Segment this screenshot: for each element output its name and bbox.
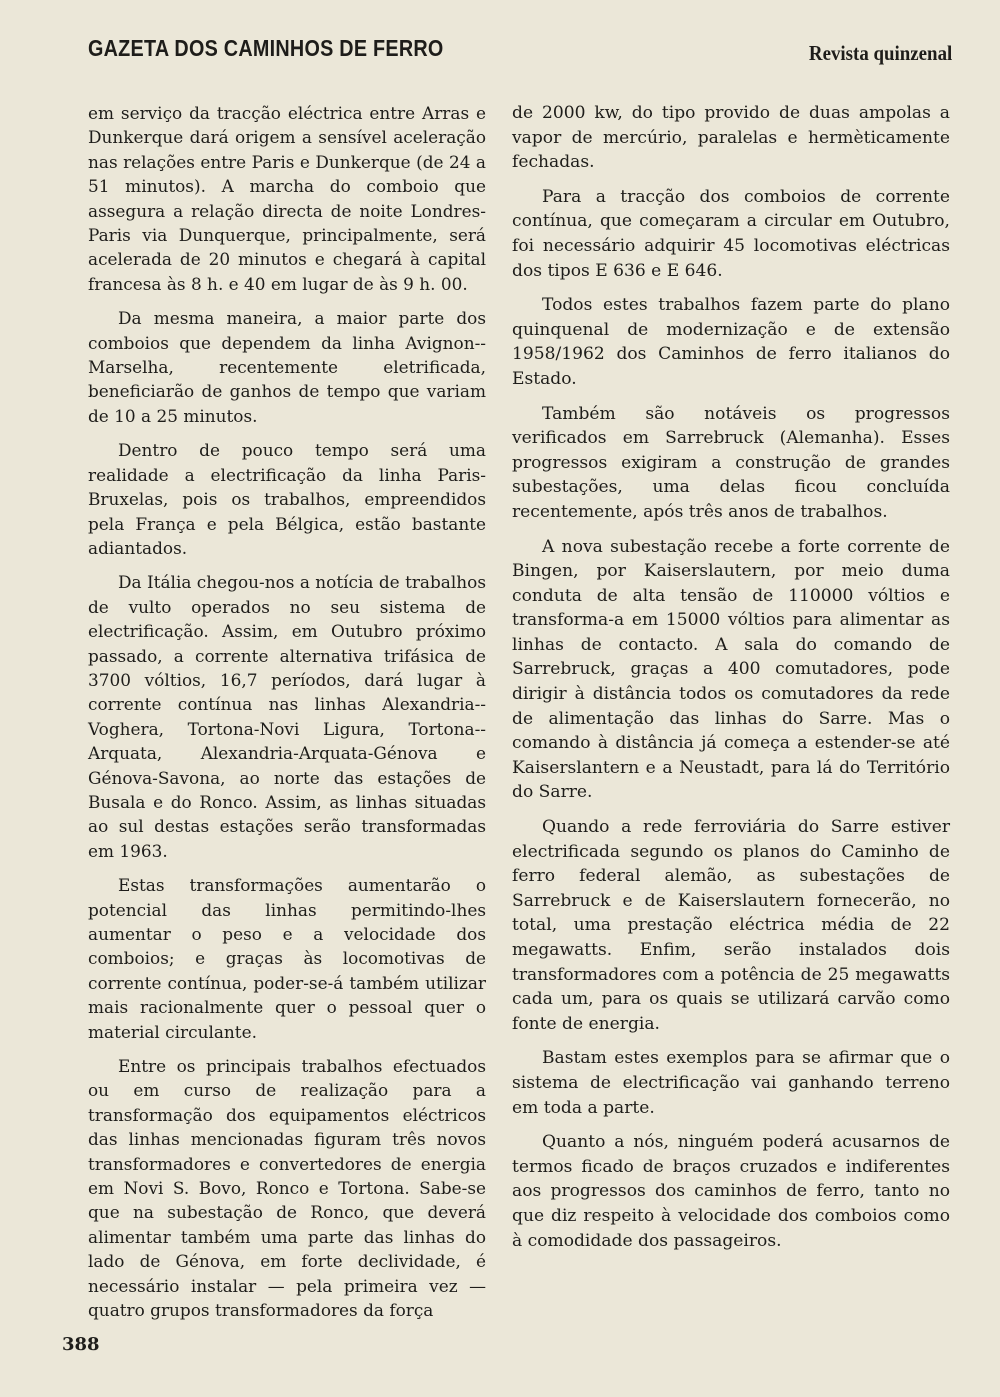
paragraph: Da Itália chegou-nos a notícia de trabalhos de vulto operados no seu sistema de electrificação. Assim, em Outubro próximo passado, a corrente alternativa trifásica de 3700 vóltios, 16,7 períodos, dará lugar à corrente contínua nas linhas Alexandria--Voghera, Tortona-Novi Ligura, Tortona--Arquata, Alexandria-Arquata-Génova e Génova-Savona, ao norte das estações de Busala e do Ronco. Assim, as linhas situadas ao sul destas estações serão transformadas em 1963. — [88, 572, 486, 861]
paragraph: Entre os principais trabalhos efectuados ou em curso de realização para a transformação dos equipamentos eléctricos das linhas mencionadas figuram três novos transformadores e convertedores de energia em Novi S. Bovo, Ronco e Tortona. Sabe-se que na subestação de Ronco, que deverá alimentar também uma parte das linhas do lado de Génova, em forte declividade, é necessário instalar — pela primeira vez — quatro grupos transformadores da força — [88, 1056, 486, 1321]
paragraph: Quando a rede ferroviária do Sarre estiver electrificada segundo os planos do Caminho de ferro federal alemão, as subestações de Sarrebruck e de Kaiserslautern fornecerão, no total, uma prestação eléctrica média de 22 megawatts. Enfim, serão instalados dois transformadores com a potência de 25 megawatts cada um, para os quais se utilizará carvão como fonte de energia. — [512, 817, 950, 1034]
left-column — [88, 101, 486, 1333]
paragraph: Para a tracção dos comboios de corrente contínua, que começaram a circular em Outubro, foi necessário adquirir 45 locomotivas eléctricas dos tipos E 636 e E 646. — [512, 186, 950, 281]
paragraph: Bastam estes exemplos para se afirmar que o sistema de electrificação vai ganhando terreno em toda a parte. — [512, 1048, 950, 1118]
paragraph: Dentro de pouco tempo será uma realidade a electrificação da linha Paris-Bruxelas, pois os trabalhos, empreendidos pela França e pela Bélgica, estão bastante adiantados. — [88, 440, 486, 558]
paragraph: Todos estes trabalhos fazem parte do plano quinquenal de modernização e de extensão 1958/1962 dos Caminhos de ferro italianos do Estado. — [512, 295, 950, 389]
right-column — [512, 101, 950, 1263]
paragraph: de 2000 kw, do tipo provido de duas ampolas a vapor de mercúrio, paralelas e hermèticamente fechadas. — [512, 103, 950, 173]
page-number: 388 — [62, 1334, 100, 1355]
paragraph: Estas transformações aumentarão o potencial das linhas permitindo-lhes aumentar o peso e a velocidade dos comboios; e graças às locomotivas de corrente contínua, poder-se-á também utilizar mais racionalmente quer o pessoal quer o material circulante. — [88, 875, 486, 1042]
paragraph: Também são notáveis os progressos verificados em Sarrebruck (Alemanha). Esses progressos exigiram a construção de grandes subestações, uma delas ficou concluída recentemente, após três anos de trabalhos. — [512, 403, 950, 522]
publication-subtitle: Revista quinzenal — [808, 41, 952, 65]
paragraph: em serviço da tracção eléctrica entre Arras e Dunkerque dará origem a sensível aceleração nas relações entre Paris e Dunkerque (de 24 a 51 minutos). A marcha do comboio que assegura a relação directa de noite Londres-Paris via Dunquerque, principalmente, será acelerada de 20 minutos e chegará à capital francesa às 8 h. e 40 em lugar de às 9 h. 00. — [88, 103, 486, 294]
publication-title: GAZETA DOS CAMINHOS DE FERRO — [88, 35, 444, 61]
paragraph: A nova subestação recebe a forte corrente de Bingen, por Kaiserslautern, por meio duma conduta de alta tensão de 110000 vóltios e transforma-a em 15000 vóltios para alimentar as linhas de contacto. A sala do comando de Sarrebruck, graças a 400 comutadores, pode dirigir à distância todos os comutadores da rede de alimentação das linhas do Sarre. Mas o comando à distância já começa a estender-se até Kaiserslantern e a Neustadt, para lá do Território do Sarre. — [512, 536, 950, 803]
paragraph: Quanto a nós, ninguém poderá acusarnos de termos ficado de braços cruzados e indiferentes aos progressos dos caminhos de ferro, tanto no que diz respeito à velocidade dos comboios como à comodidade dos passageiros. — [512, 1132, 950, 1251]
paragraph: Da mesma maneira, a maior parte dos comboios que dependem da linha Avignon--Marselha, recentemente eletrificada, beneficiarão de ganhos de tempo que variam de 10 a 25 minutos. — [88, 308, 486, 426]
